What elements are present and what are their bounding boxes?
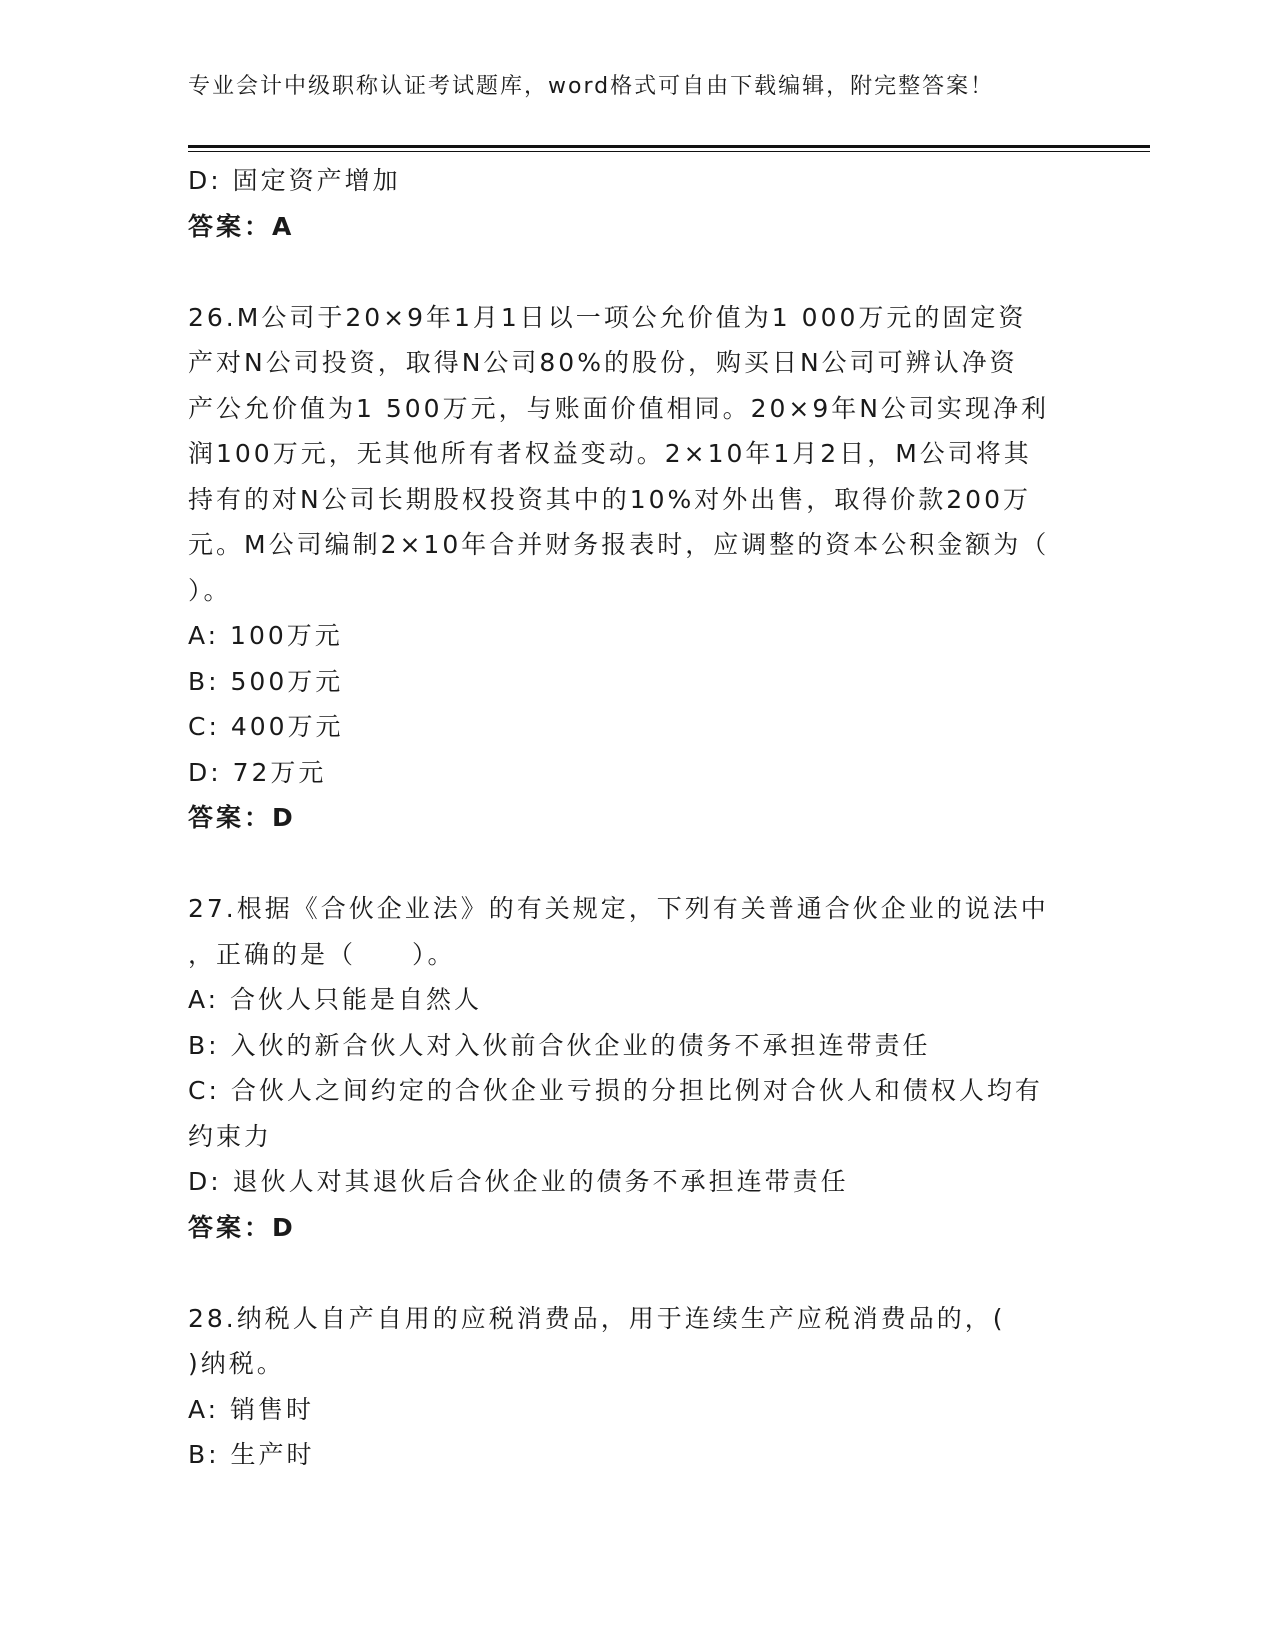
q26-answer: 答案：D (188, 803, 296, 832)
q27-option-c-cont: 约束力 (188, 1121, 273, 1151)
q27-answer: 答案：D (188, 1212, 296, 1242)
spacer (188, 841, 1088, 887)
prev-option-d: D: 固定资产增加 (188, 166, 401, 195)
q26-option-a: A: 100万元 (188, 621, 343, 650)
header-rule-thin (188, 151, 1150, 152)
question-27 (188, 886, 1088, 1250)
q26-stem-line: 产公允价值为1 500万元，与账面价值相同。20×9年N公司实现净利 (188, 393, 1049, 423)
q26-stem-line: 润100万元，无其他所有者权益变动。2×10年1月2日，M公司将其 (188, 439, 1032, 468)
header-rule-thick (188, 145, 1150, 148)
spacer (188, 1250, 1088, 1296)
q26-stem-line: 26.M公司于20×9年1月1日以一项公允价值为1 000万元的固定资 (188, 302, 1027, 332)
q28-option-a: A: 销售时 (188, 1394, 315, 1424)
q26-stem-line: 元。M公司编制2×10年合并财务报表时，应调整的资本公积金额为（ (188, 530, 1050, 559)
q27-option-d: D: 退伙人对其退伙后合伙企业的债务不承担连带责任 (188, 1167, 849, 1196)
q27-stem-line: 27.根据《合伙企业法》的有关规定，下列有关普通合伙企业的说法中 (188, 894, 1049, 923)
document-body (188, 158, 1088, 1478)
spacer (188, 249, 1088, 295)
question-28 (188, 1296, 1088, 1478)
q27-stem-line: ，正确的是（ ）。 (188, 939, 456, 969)
q26-option-b: B: 500万元 (188, 666, 344, 696)
q28-option-b: B: 生产时 (188, 1440, 315, 1469)
q26-option-c: C: 400万元 (188, 712, 344, 741)
q26-option-d: D: 72万元 (188, 757, 327, 787)
q27-option-c: C: 合伙人之间约定的合伙企业亏损的分担比例对合伙人和债权人均有 (188, 1076, 1043, 1105)
q28-stem-line: )纳税。 (188, 1349, 285, 1378)
q27-option-a: A: 合伙人只能是自然人 (188, 985, 483, 1014)
page-header: 专业会计中级职称认证考试题库，word格式可自由下载编辑，附完整答案！ (188, 74, 995, 99)
prev-answer: 答案：A (188, 211, 295, 241)
q27-option-b: B: 入伙的新合伙人对入伙前合伙企业的债务不承担连带责任 (188, 1030, 931, 1060)
q26-stem-line: 产对N公司投资，取得N公司80%的股份，购买日N公司可辨认净资 (188, 348, 1018, 377)
q26-stem-line: 持有的对N公司长期股权投资其中的10%对外出售，取得价款200万 (188, 484, 1031, 514)
q26-stem-line: ）。 (188, 575, 232, 605)
q28-stem-line: 28.纳税人自产自用的应税消费品，用于连续生产应税消费品的，( (188, 1303, 1006, 1333)
question-26 (188, 295, 1088, 841)
